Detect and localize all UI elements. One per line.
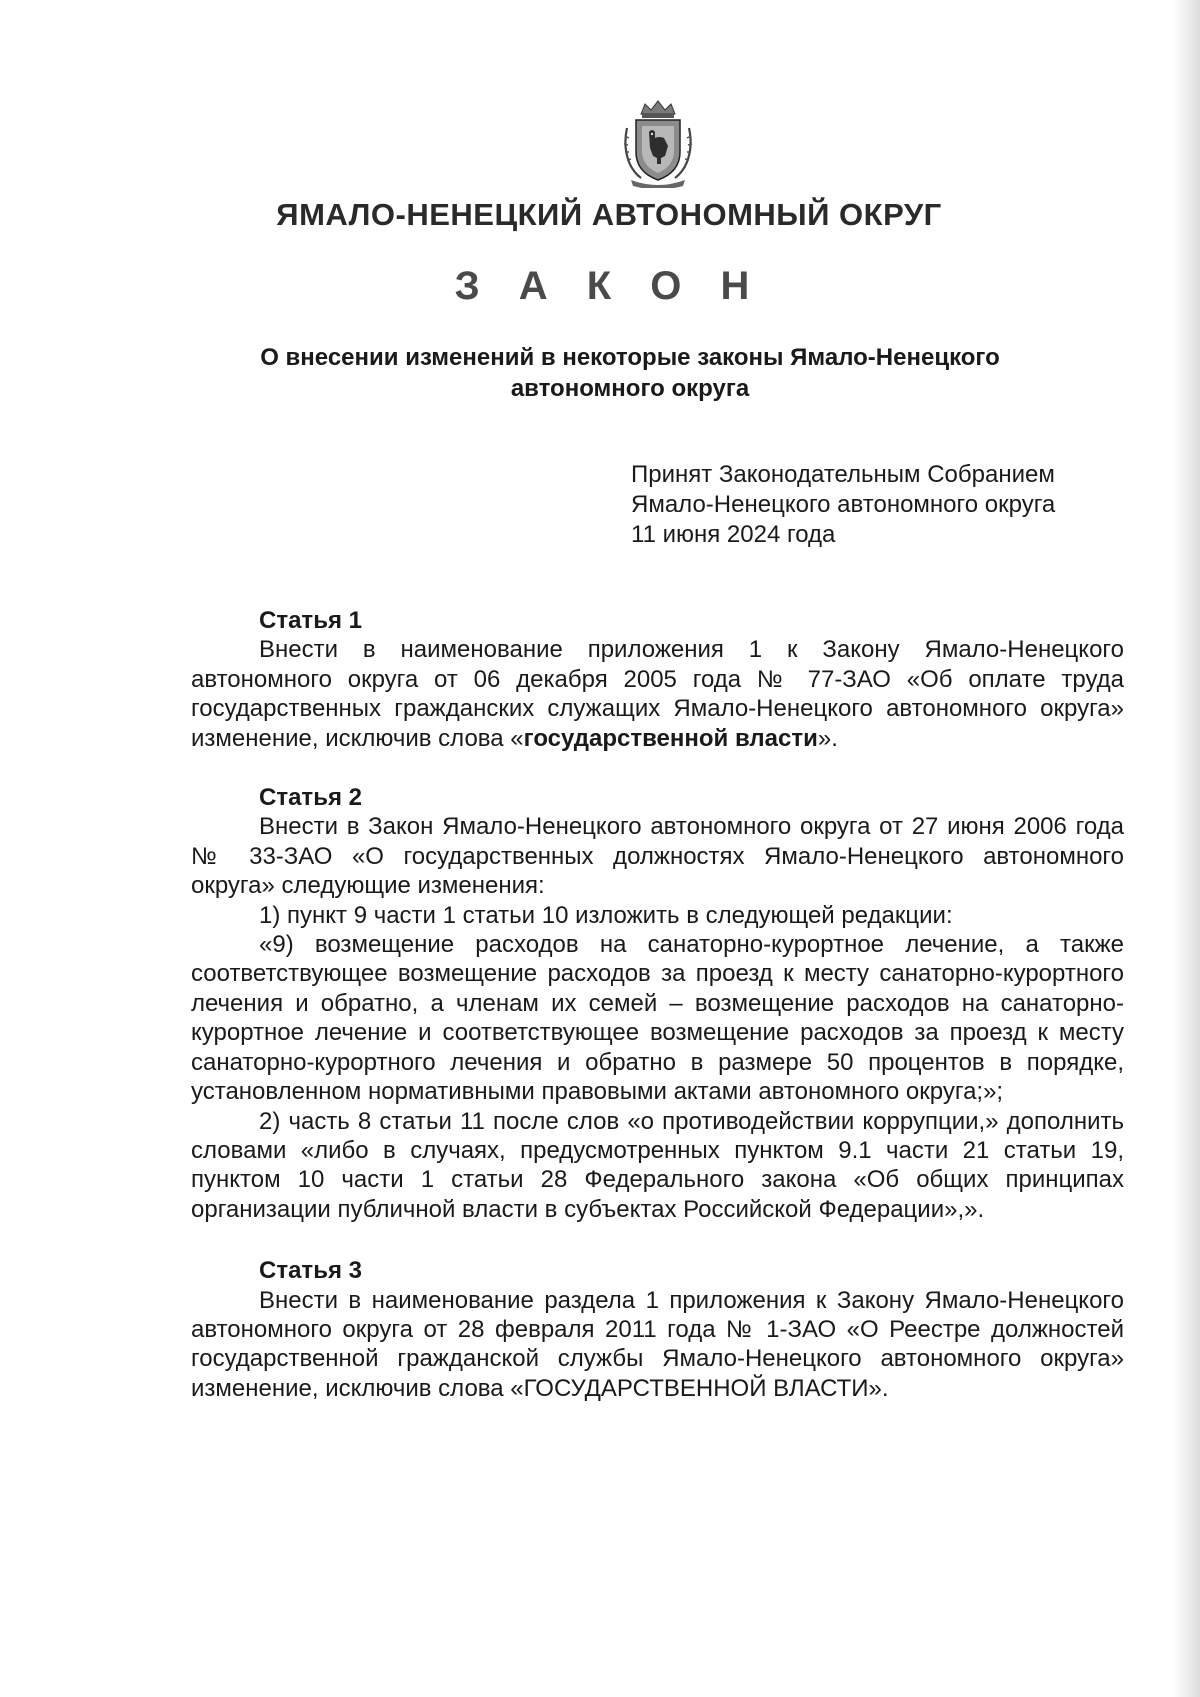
article-item-text: «9) возмещение расходов на санаторно-курортное лечение, а также соответствующее возмещение расходов за проезд к месту санаторно-курортного лечения и обратно, а членам их семей – возмещение расходов на санаторно-курортное лечение и соответствующее возмещение расходов за проезд к месту санаторно-курортного лечения и обратно в размере 50 процентов в порядке, установленном нормативными правовыми актами автономного округа;»; <box>191 931 1124 1106</box>
article-3 <box>191 1256 1124 1403</box>
article-item: 1) пункт 9 части 1 статьи 10 изложить в следующей редакции: <box>259 901 953 929</box>
article-2 <box>191 783 1124 1224</box>
article-paragraph: Внести в Закон Ямало-Ненецкого автономного округа от 27 июня 2006 года № 33-ЗАО «О государственных должностях Ямало-Ненецкого автономного округа» следующие изменения: <box>191 813 1124 900</box>
article-heading: Статья 2 <box>259 784 362 812</box>
spacer <box>191 753 1124 783</box>
emphasized-text: государственной власти <box>523 724 818 752</box>
article-heading: Статья 3 <box>259 1257 362 1285</box>
law-subject: О внесении изменений в некоторые законы Ямало-Ненецкого автономного округа <box>260 344 1000 402</box>
article-paragraph: Внести в наименование раздела 1 приложения к Закону Ямало-Ненецкого автономного округа от 28 февраля 2011 года № 1-ЗАО «О Реестре должностей государственной гражданской службы Ямало-Ненецкого автономного округа» изменение, исключив слова «ГОСУДАРСТВЕННОЙ ВЛАСТИ». <box>191 1286 1124 1402</box>
coat-of-arms-icon <box>619 98 697 188</box>
article-1 <box>191 606 1124 753</box>
region-title: ЯМАЛО-НЕНЕЦКИЙ АВТОНОМНЫЙ ОКРУГ <box>276 197 942 232</box>
document-type: З А К О Н <box>454 264 764 308</box>
paragraph-text: ». <box>817 724 838 752</box>
article-paragraph <box>191 635 1124 753</box>
adoption-date: 11 июня 2024 года <box>631 521 836 548</box>
page-edge-shadow <box>1174 0 1200 1697</box>
spacer <box>191 1224 1124 1256</box>
law-body <box>191 606 1124 1403</box>
adoption-line: Принят Законодательным Собранием <box>631 461 1055 488</box>
adoption-note <box>631 460 1055 550</box>
adoption-line: Ямало-Ненецкого автономного округа <box>631 491 1056 518</box>
article-item: 2) часть 8 статьи 11 после слов «о противодействии коррупции,» дополнить словами «либо в случаях, предусмотренных пунктом 9.1 части 21 статьи 19, пунктом 10 части 1 статьи 28 Федерального закона «Об общих принципах организации публичной власти в субъектах Российской Федерации»,». <box>191 1107 1124 1223</box>
article-heading: Статья 1 <box>259 607 362 634</box>
paragraph-text: Внести в наименование приложения 1 к Закону Ямало-Ненецкого автономного округа от 06 декабря 2005 года № 77-ЗАО «Об оплате труда государственных гражданских служащих Ямало-Ненецкого автономного округа» изменение, исключив слова « <box>191 636 1124 752</box>
